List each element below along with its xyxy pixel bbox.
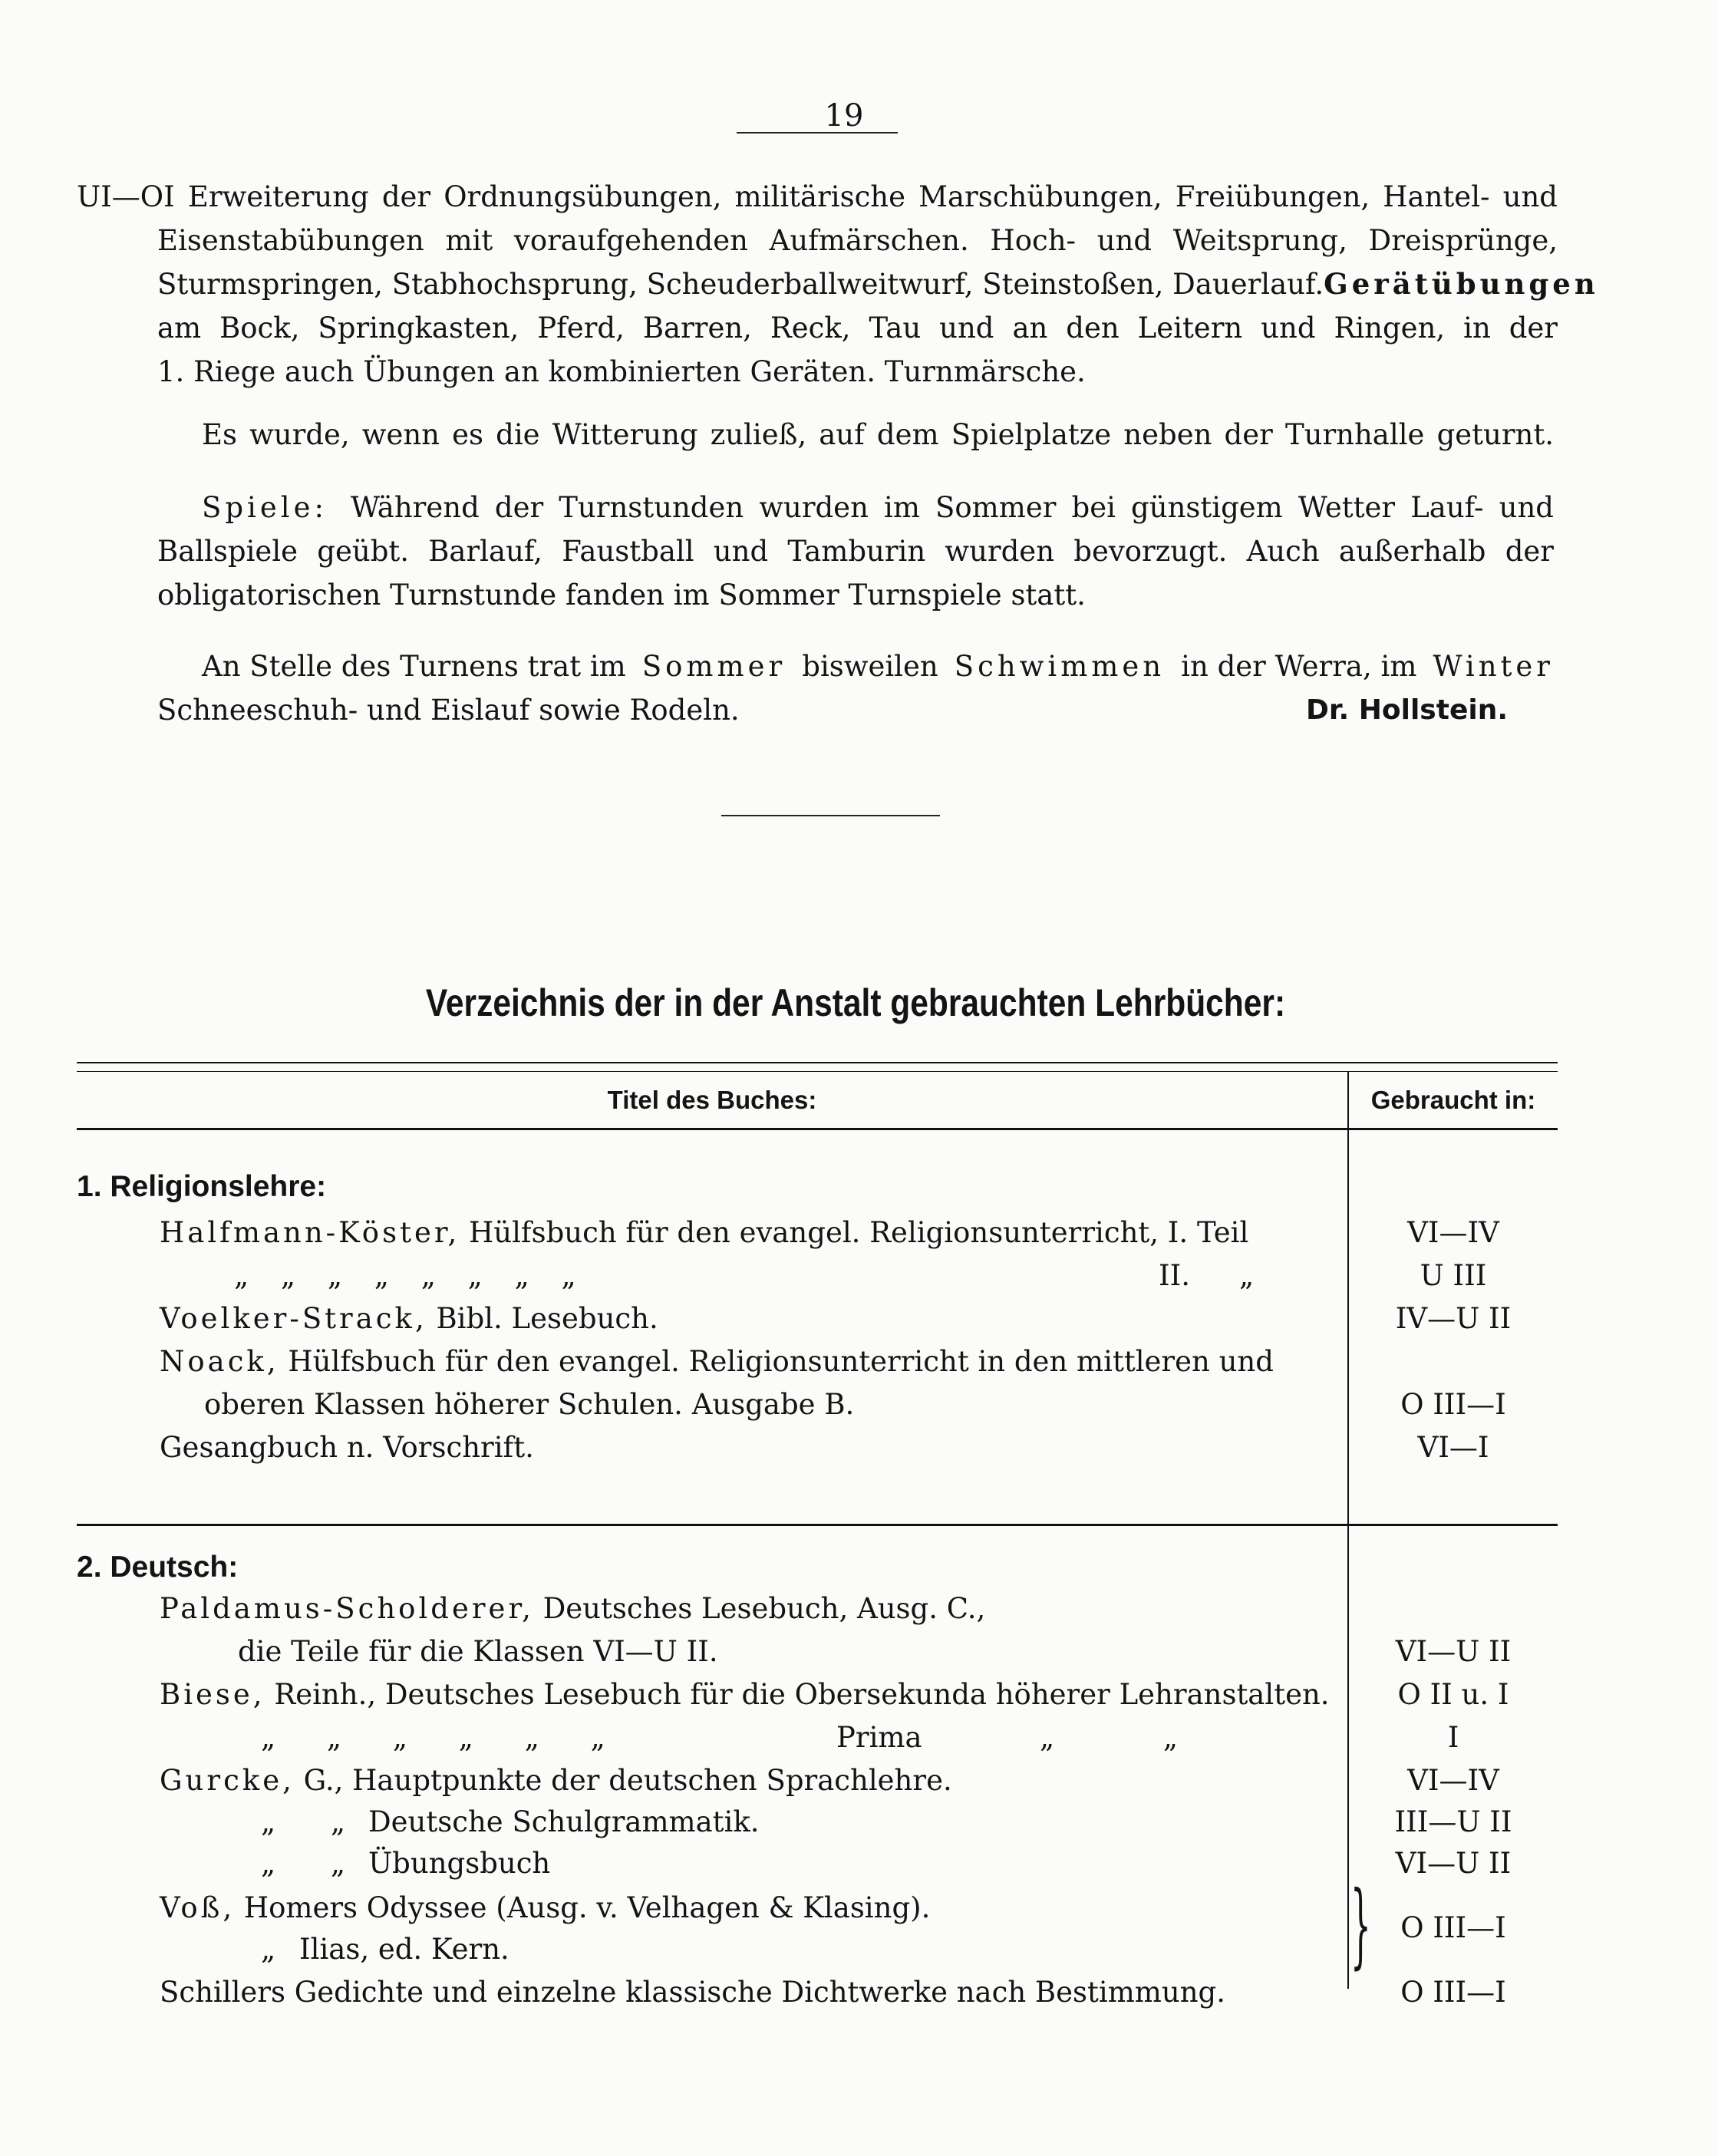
section-title-row <box>77 1165 1558 1208</box>
alternatives-paragraph <box>157 644 1554 732</box>
page-number: 19 <box>824 98 864 134</box>
german-section-title: 2. Deutsch: <box>77 1551 239 1584</box>
book-title: Hülfsbuch für den evangel. Religionsunterricht, I. Teil <box>468 1216 1249 1249</box>
column-header-used: Gebraucht in: <box>1370 1086 1536 1114</box>
table-row <box>77 1673 1558 1716</box>
brace: } <box>1350 1872 1371 1979</box>
playground-line: Es wurde, wenn es die Witterung zuließ, auf dem Spielplatze neben der Turnhalle geturnt. <box>202 418 1554 451</box>
book-title: Übungsbuch <box>368 1847 551 1880</box>
book-title: oberen Klassen höherer Schulen. Ausgabe B. <box>204 1388 855 1421</box>
book-used-in: VI—IV <box>1407 1764 1499 1797</box>
alternatives-text: An Stelle des Turnens trat im <box>202 650 626 683</box>
gymnastics-line: am Bock, Springkasten, Pferd, Barren, Reck, Tau und an den Leitern und Ringen, in der <box>157 312 1558 344</box>
games-line <box>157 486 1554 529</box>
gymnastics-paragraph <box>77 175 1599 394</box>
book-author: Gurcke, <box>160 1764 295 1797</box>
book-part: Prima <box>836 1721 922 1754</box>
book-author: Noack, <box>160 1345 279 1378</box>
signature: Dr. Hollstein. <box>1306 694 1508 726</box>
section-divider <box>721 815 940 816</box>
book-title: Deutsches Lesebuch, Ausg. C., <box>542 1592 986 1625</box>
book-used-in: VI—IV <box>1407 1216 1499 1249</box>
table-row <box>77 1340 1558 1383</box>
gymnastics-line <box>157 262 1599 306</box>
book-used-in: O III—I <box>1400 1976 1506 2009</box>
book-used-in: I <box>1447 1721 1459 1754</box>
table-row <box>77 1254 1558 1297</box>
table-row <box>77 1426 1558 1469</box>
ditto-marks: „ <box>261 1933 276 1966</box>
textbooks-heading: Verzeichnis der in der Anstalt gebrauchten Lehrbücher: <box>425 981 1286 1024</box>
table-top-rule-thin <box>77 1071 1558 1072</box>
gymnastics-line-text: Sturmspringen, Stabhochsprung, Scheuderballweitwurf, Steinstoßen, Dauerlauf. <box>157 268 1324 301</box>
gymnastics-line: 1. Riege auch Übungen an kombinierten Geräten. Turnmärsche. <box>157 355 1086 388</box>
alternatives-text: bisweilen <box>802 650 938 683</box>
alternatives-line <box>157 688 1554 732</box>
column-header-title: Titel des Buches: <box>607 1086 817 1114</box>
book-used-in: U III <box>1420 1259 1487 1292</box>
book-title: die Teile für die Klassen VI—U II. <box>238 1635 718 1668</box>
book-used-in: O II u. I <box>1397 1678 1509 1711</box>
book-author: Voß, <box>160 1891 236 1924</box>
book-title: Hülfsbuch für den evangel. Religionsunterricht in den mittleren und <box>288 1345 1274 1378</box>
book-used-in: III—U II <box>1394 1805 1512 1838</box>
table-row <box>77 1297 1558 1340</box>
swimming-word: Schwimmen <box>954 650 1166 683</box>
book-author: Halfmann-Köster, <box>160 1216 460 1249</box>
ditto-marks: „ „ „ „ „ „ „ „ <box>234 1259 576 1292</box>
book-title: Homers Odyssee (Ausg. v. Velhagen & Klasing). <box>243 1891 931 1924</box>
religion-section-title: 1. Religionslehre: <box>77 1170 327 1203</box>
section-title-row <box>77 1545 1558 1589</box>
ditto-marks: „ „ „ „ „ „ <box>261 1721 605 1754</box>
table-row <box>77 1927 1558 1971</box>
ditto-marks: „ „ <box>1040 1721 1179 1754</box>
book-used-in: VI—U II <box>1395 1635 1512 1668</box>
table-row <box>77 1970 1558 2014</box>
games-line: Ballspiele geübt. Barlauf, Faustball und Tamburin wurden bevorzugt. Auch außerhalb der <box>157 535 1554 568</box>
games-line-text: Während der Turnstunden wurden im Sommer bei günstigem Wetter Lauf- und <box>350 491 1554 524</box>
book-used-in: O III—I <box>1400 1911 1506 1944</box>
playground-paragraph <box>157 413 1554 457</box>
table-row <box>77 1841 1558 1885</box>
book-part: II. <box>1159 1259 1190 1292</box>
games-paragraph <box>157 486 1554 617</box>
book-title: Ilias, ed. Kern. <box>299 1933 509 1966</box>
table-row <box>77 1383 1558 1426</box>
book-used-in: VI—U II <box>1395 1847 1512 1880</box>
book-title: Schillers Gedichte und einzelne klassische Dichtwerke nach Bestimmung. <box>160 1976 1225 2009</box>
book-title: G., Hauptpunkte der deutschen Sprachlehre. <box>303 1764 952 1797</box>
table-row <box>77 1587 1558 1630</box>
ditto-marks: „ <box>1239 1259 1255 1292</box>
book-author: Paldamus-Scholderer, <box>160 1592 534 1625</box>
apparatus-heading: Gerätübungen <box>1324 267 1599 301</box>
gymnastics-line: UI—OI Erweiterung der Ordnungsübungen, militärische Marschübungen, Freiübungen, Hantel- und <box>77 180 1558 213</box>
ditto-marks: „ „ <box>261 1847 346 1880</box>
table-row <box>77 1800 1558 1844</box>
table-row <box>77 1211 1558 1254</box>
book-author: Biese, <box>160 1678 265 1711</box>
table-section-rule <box>77 1524 1558 1526</box>
page-number-rule <box>737 132 898 134</box>
alternatives-text: Schneeschuh- und Eislauf sowie Rodeln. <box>157 694 740 727</box>
table-row <box>77 1630 1558 1673</box>
winter-word: Winter <box>1433 650 1554 683</box>
book-title: Gesangbuch n. Vorschrift. <box>160 1431 534 1464</box>
gymnastics-line: Eisenstabübungen mit voraufgehenden Aufmärschen. Hoch- und Weitsprung, Dreisprünge, <box>157 224 1558 257</box>
alternatives-text: in der Werra, im <box>1181 650 1417 683</box>
book-title: Deutsche Schulgrammatik. <box>368 1805 760 1838</box>
table-row <box>77 1759 1558 1802</box>
table-header-rule <box>77 1128 1558 1130</box>
book-author: Voelker-Strack, <box>160 1302 427 1335</box>
book-used-in: O III—I <box>1400 1388 1506 1421</box>
book-used-in: VI—I <box>1417 1431 1489 1464</box>
table-top-rule <box>77 1062 1558 1063</box>
table-row <box>77 1886 1558 1944</box>
table-row <box>77 1716 1558 1759</box>
games-label: Spiele: <box>202 491 328 524</box>
book-title: Reinh., Deutsches Lesebuch für die Obersekunda höherer Lehranstalten. <box>274 1678 1330 1711</box>
summer-word: Sommer <box>641 650 786 683</box>
book-used-in: IV—U II <box>1395 1302 1512 1335</box>
games-line: obligatorischen Turnstunde fanden im Sommer Turnspiele statt. <box>157 579 1086 612</box>
alternatives-line <box>157 644 1554 688</box>
ditto-marks: „ „ <box>261 1805 346 1838</box>
book-title: Bibl. Lesebuch. <box>436 1302 658 1335</box>
